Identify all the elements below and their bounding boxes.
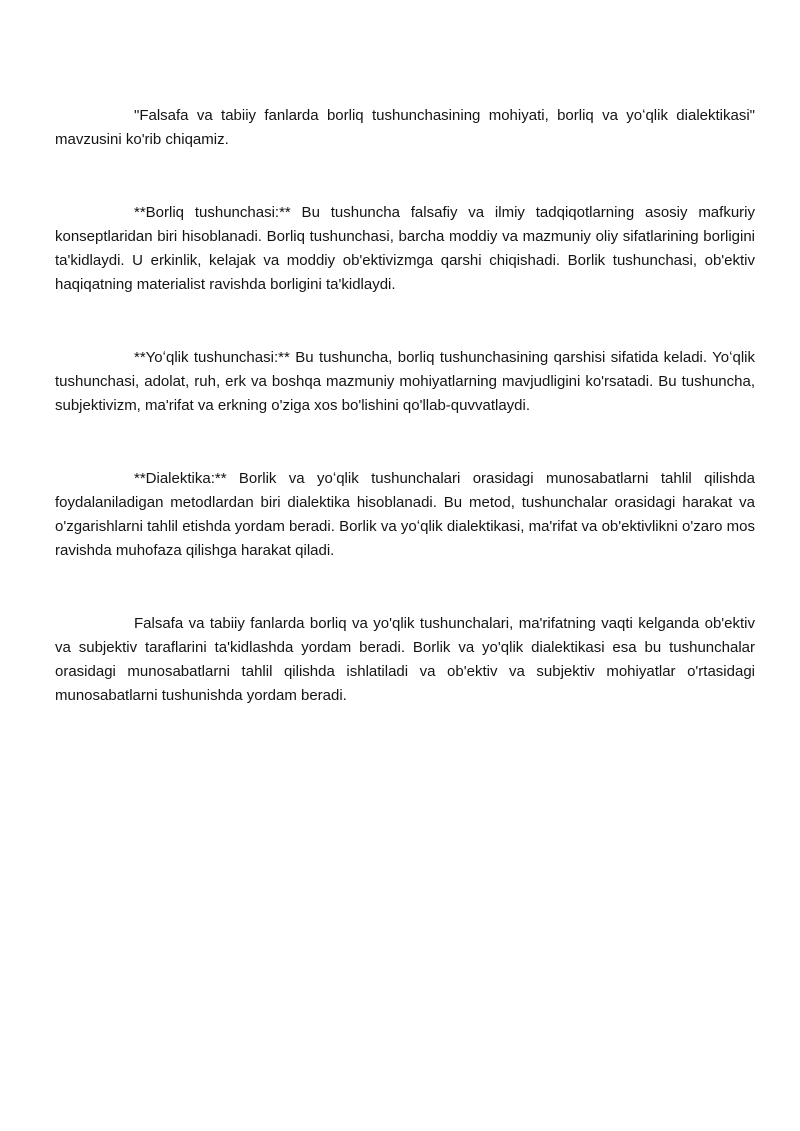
conclusion-paragraph: Falsafa va tabiiy fanlarda borliq va yo'qlik tushunchalari, ma'rifatning vaqti kelganda ob'ektiv va subjektiv taraflarini ta'kidlashda yordam beradi. Borlik va yo'qlik dialektikasi esa bu tushunchalar orasidagi munosabatlarni tahlil qilishda ishlatiladi va ob'ektiv va subjektiv mohiyatlar o'rtasidagi munosabatlarni tushunishda yordam beradi. [55, 615, 755, 704]
borliq-paragraph: **Borliq tushunchasi:** Bu tushuncha falsafiy va ilmiy tadqiqotlarning asosiy mafkuriy konseptlaridan biri hisoblanadi. Borliq tushunchasi, barcha moddiy va mazmuniy oliy sifatlarining borligini ta'kidlaydi. U erkinlik, kelajak va moddiy ob'ektivizmga qarshi chiqishadi. Borlik tushunchasi, ob'ektiv haqiqatning materialist ravishda borligini ta'kidlaydi. [55, 204, 755, 293]
yoqlik-paragraph: **Yoʻqlik tushunchasi:** Bu tushuncha, borliq tushunchasining qarshisi sifatida keladi. Yoʻqlik tushunchasi, adolat, ruh, erk va boshqa mazmuniy mohiyatlarning mavjudligini ko'rsatadi. Bu tushuncha, subjektivizm, ma'rifat va erkning o'ziga xos bo'lishini qo'llab-quvvatlaydi. [55, 349, 755, 414]
document-body [55, 104, 755, 757]
dialektika-paragraph: **Dialektika:** Borlik va yoʻqlik tushunchalari orasidagi munosabatlarni tahlil qilishda foydalaniladigan metodlardan biri dialektika hisoblanadi. Bu metod, tushunchalar orasidagi harakat va o'zgarishlarni tahlil etishda yordam beradi. Borlik va yoʻqlik dialektikasi, ma'rifat va ob'ektivlikni o'zaro mos ravishda muhofaza qilishga harakat qiladi. [55, 470, 755, 559]
intro-paragraph: "Falsafa va tabiiy fanlarda borliq tushunchasining mohiyati, borliq va yoʻqlik dialektikasi" mavzusini ko'rib chiqamiz. [55, 107, 755, 148]
